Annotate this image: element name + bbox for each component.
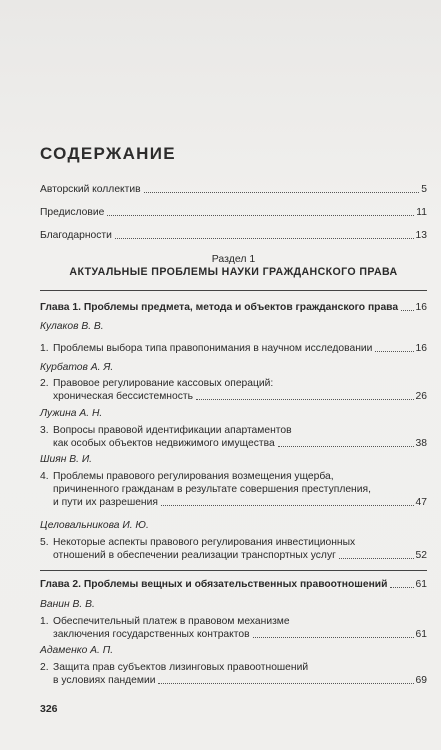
toc-entry: 2. Защита прав субъектов лизинговых правоотношений в условиях пандемии 69: [40, 662, 427, 686]
toc-entry: 3. Вопросы правовой идентификации апартаментов как особых объектов недвижимого имущества 38: [40, 425, 427, 449]
toc-front-item: Предисловие 11: [40, 207, 427, 218]
toc-entry: 1. Проблемы выбора типа правопонимания в научном исследовании 16: [40, 343, 427, 354]
entry-author: Адаменко А. П.: [40, 645, 114, 656]
page-title: СОДЕРЖАНИЕ: [40, 144, 176, 163]
page-number: 326: [40, 703, 58, 715]
toc-front-item: Благодарности 13: [40, 230, 427, 241]
toc-entry: 4. Проблемы правового регулирования возмещения ущерба, причиненного гражданам в результате совершения преступления, и пути их разрешения 47: [40, 471, 427, 508]
toc-entry: 5. Некоторые аспекты правового регулирования инвестиционных отношений в обеспечении реализации транспортных услуг 52: [40, 537, 427, 561]
divider: [40, 570, 427, 571]
entry-author: Целовальникова И. Ю.: [40, 520, 149, 531]
toc-chapter: Глава 2. Проблемы вещных и обязательственных правоотношений 61: [40, 579, 427, 590]
section-label: Раздел 1: [211, 253, 256, 265]
toc-front-item: Авторский коллектив 5: [40, 184, 427, 195]
entry-author: Шиян В. И.: [40, 454, 93, 465]
toc-entry: 1. Обеспечительный платеж в правовом механизме заключения государственных контрактов 61: [40, 616, 427, 640]
entry-author: Курбатов А. Я.: [40, 362, 114, 373]
toc-entry: 2. Правовое регулирование кассовых операций: хроническая бессистемность 26: [40, 378, 427, 402]
entry-author: Кулаков В. В.: [40, 321, 104, 332]
entry-author: Лужина А. Н.: [40, 408, 103, 419]
divider: [40, 290, 427, 291]
toc-chapter: Глава 1. Проблемы предмета, метода и объектов гражданского права 16: [40, 302, 427, 313]
section-title: АКТУАЛЬНЫЕ ПРОБЛЕМЫ НАУКИ ГРАЖДАНСКОГО ПРАВА: [69, 266, 398, 278]
entry-author: Ванин В. В.: [40, 599, 95, 610]
